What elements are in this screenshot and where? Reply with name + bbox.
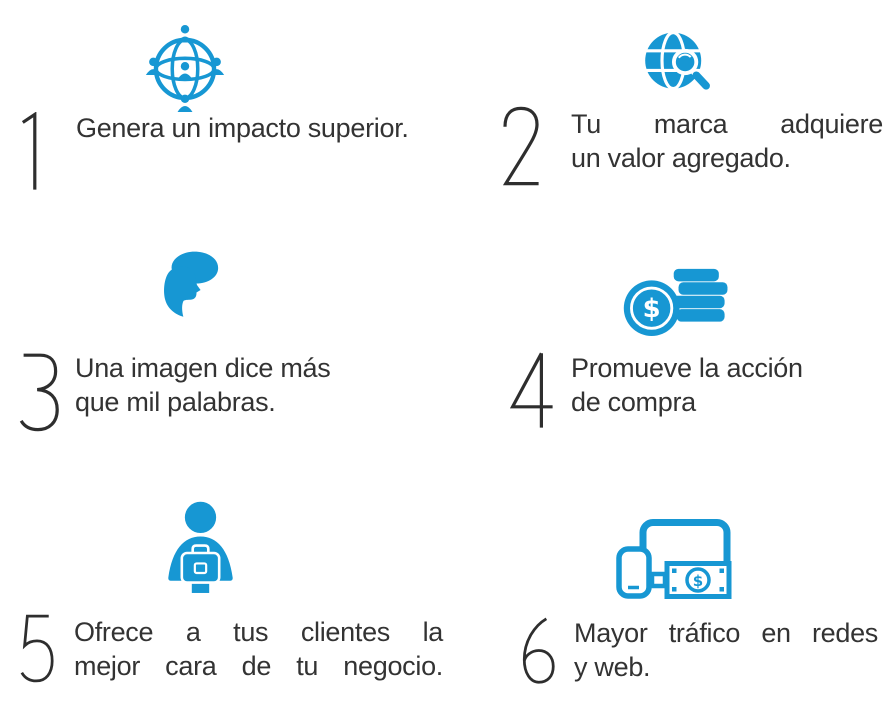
item-text	[75, 351, 375, 419]
item-text-line: Promueve la acción	[571, 353, 803, 383]
globe-search-icon	[641, 27, 718, 97]
item-text-line: de compra	[571, 387, 696, 417]
item-text	[571, 351, 877, 419]
talking-head-icon	[142, 250, 224, 335]
item-text-line: Genera un impacto superior.	[76, 113, 409, 143]
item-text-line: Ofrece a tus clientes la	[74, 617, 443, 647]
item-text-line: un valor agregado.	[571, 143, 791, 173]
item-text-line: Una imagen dice más	[75, 353, 331, 383]
item-number-glyph	[16, 614, 58, 683]
benefit-item-4	[445, 240, 890, 480]
item-text-line: Mayor tráfico en redes	[574, 618, 878, 648]
dollar-sign: $	[692, 572, 704, 590]
item-text	[76, 111, 442, 145]
item-text	[574, 616, 878, 684]
item-text	[571, 107, 883, 175]
item-text	[74, 615, 443, 683]
item-text-line: que mil palabras.	[75, 387, 276, 417]
devices-money-icon	[612, 518, 744, 600]
item-number-glyph	[507, 350, 555, 430]
item-number-glyph	[497, 106, 545, 186]
item-number-glyph	[515, 616, 557, 685]
dollar-sign: $	[642, 294, 661, 325]
item-text-line: mejor cara de tu negocio.	[74, 651, 443, 681]
benefit-item-3	[0, 240, 445, 480]
item-text-line: y web.	[574, 652, 651, 682]
item-number-glyph	[14, 352, 62, 432]
benefit-item-6	[445, 480, 890, 723]
benefit-item-1	[0, 0, 445, 240]
global-network-icon	[141, 24, 229, 112]
coins-icon	[619, 260, 739, 342]
benefit-item-2	[445, 0, 890, 240]
item-text-line: Tu marca adquiere	[571, 109, 883, 139]
benefit-item-5	[0, 480, 445, 723]
person-briefcase-icon	[157, 500, 244, 606]
item-number-glyph	[10, 112, 58, 192]
